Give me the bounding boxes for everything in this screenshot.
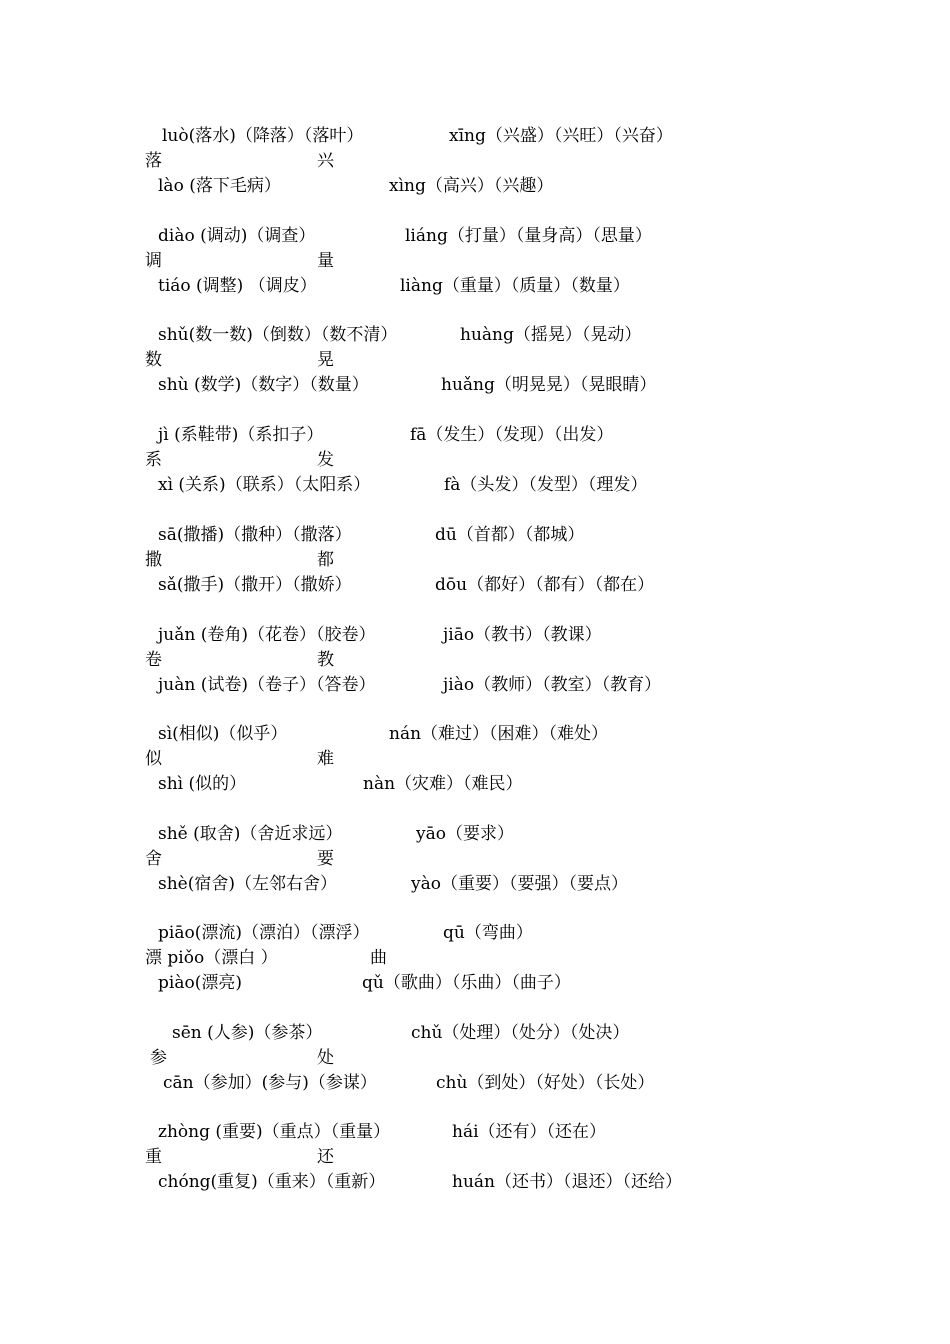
polyphone-right-char: 还 [317,1147,334,1167]
polyphone-right-bottom: yào（重要）（要强）（要点） [411,874,628,894]
polyphone-left-bottom: sǎ(撒手)（撒开）（撒娇） [158,575,352,595]
polyphone-right-top: liáng（打量）（量身高）（思量） [405,226,652,246]
polyphone-left-top: sā(撒播)（撒种）（撒落） [158,525,352,545]
polyphone-right-char: 量 [317,251,334,271]
polyphone-right-bottom: chù（到处）（好处）（长处） [436,1073,655,1093]
polyphone-right-char: 要 [317,849,334,869]
polyphone-left-bottom: tiáo (调整) （调皮） [158,276,317,296]
polyphone-left-top: zhòng (重要)（重点）（重量） [158,1122,391,1142]
polyphone-right-top: fā（发生）（发现）（出发） [410,425,614,445]
polyphone-left-top: juǎn (卷角)（花卷）（胶卷） [158,625,376,645]
polyphone-left-char: 卷 [145,650,162,670]
polyphone-left-bottom: shì (似的） [158,774,247,794]
polyphone-right-bottom: huán（还书）（退还）（还给） [452,1172,682,1192]
polyphone-right-char: 曲 [370,948,387,968]
polyphone-left-top: sēn (人参)（参茶） [172,1023,323,1043]
polyphone-right-char: 处 [317,1048,334,1068]
polyphone-right-bottom: fà（头发）（发型）（理发） [444,475,648,495]
polyphone-right-bottom: jiào（教师）（教室）（教育） [443,675,662,695]
polyphone-left-top: shǔ(数一数)（倒数）（数不清） [158,325,398,345]
polyphone-left-top: jì (系鞋带)（系扣子） [158,425,324,445]
polyphone-right-bottom: dōu（都好）（都有）（都在） [435,575,655,595]
polyphone-right-char: 发 [317,450,334,470]
polyphone-left-char: 撒 [145,550,162,570]
polyphone-left-bottom: shù (数学)（数字）（数量） [158,375,369,395]
polyphone-right-bottom: huǎng（明晃晃）（晃眼睛） [441,375,657,395]
polyphone-right-char: 晃 [317,350,334,370]
polyphone-right-top: nán（难过）（困难）（难处） [389,724,609,744]
polyphone-left-bottom: juàn (试卷)（卷子）（答卷） [158,675,376,695]
polyphone-left-char: 系 [145,450,162,470]
polyphone-right-top: qū（弯曲） [443,923,533,943]
polyphone-left-bottom: shè(宿舍)（左邻右舍） [158,874,337,894]
polyphone-left-char: 落 [145,151,162,171]
polyphone-right-char: 难 [317,749,334,769]
polyphone-right-char: 都 [317,550,334,570]
polyphone-left-bottom: chóng(重复)（重来）（重新） [158,1172,386,1192]
polyphone-left-bottom: lào (落下毛病） [158,176,281,196]
polyphone-left-char: 调 [145,251,162,271]
polyphone-right-top: yāo（要求） [416,824,514,844]
polyphone-left-top: sì(相似)（似乎） [158,724,288,744]
polyphone-right-top: jiāo（教书）（教课） [443,625,602,645]
polyphone-left-bottom: piào(漂亮) [158,973,242,993]
polyphone-left-top: piāo(漂流)（漂泊）（漂浮） [158,923,370,943]
polyphone-left-top: luò(落水)（降落）（落叶） [162,126,364,146]
polyphone-right-bottom: qǔ（歌曲）（乐曲）（曲子） [362,973,571,993]
polyphone-left-bottom: cān（参加）(参与)（参谋） [163,1073,377,1093]
polyphone-right-char: 兴 [317,151,334,171]
polyphone-right-bottom: xìng（高兴）（兴趣） [389,176,554,196]
polyphone-left-top: shě (取舍)（舍近求远） [158,824,343,844]
polyphone-left-char: 似 [145,749,162,769]
polyphone-right-top: chǔ（处理）（处分）（处决） [411,1023,630,1043]
polyphone-left-char: 重 [145,1147,162,1167]
polyphone-left-top: diào (调动)（调查） [158,226,316,246]
polyphone-right-top: huàng（摇晃）（晃动） [460,325,642,345]
polyphone-left-bottom: xì (关系)（联系）（太阳系） [158,475,371,495]
polyphone-right-top: hái（还有）（还在） [452,1122,607,1142]
polyphone-right-bottom: nàn（灾难）（难民） [363,774,523,794]
polyphone-left-char: 数 [145,350,162,370]
polyphone-right-top: dū（首都）（都城） [435,525,585,545]
polyphone-right-top: xīng（兴盛）（兴旺）（兴奋） [449,126,673,146]
polyphone-left-char: 舍 [145,849,162,869]
polyphone-right-bottom: liàng（重量）（质量）（数量） [400,276,630,296]
polyphone-right-char: 教 [317,650,334,670]
polyphone-left-char: 参 [150,1048,167,1068]
polyphone-left-char: 漂 piǒo（漂白 ） [145,948,278,968]
